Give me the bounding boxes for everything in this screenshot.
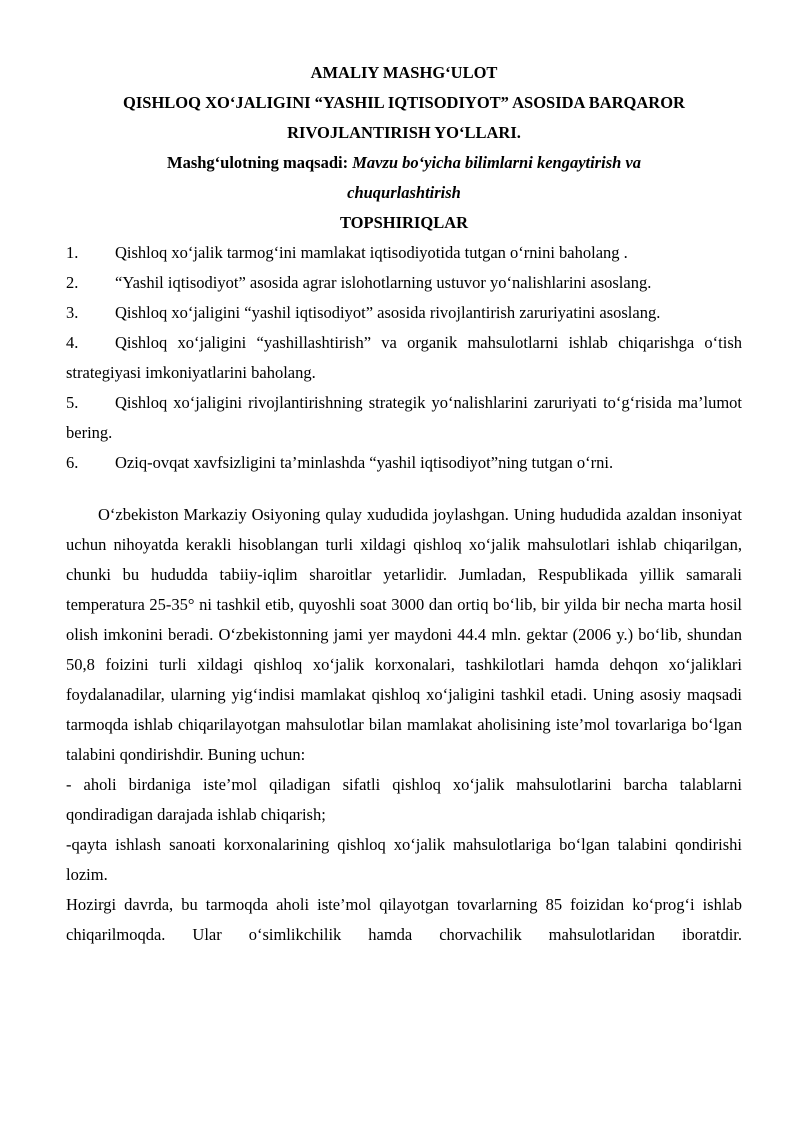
task-number: 2. — [66, 273, 79, 292]
goal-text-1: Mavzu bo‘yicha bilimlarni kengaytirish va — [352, 153, 641, 172]
task-text: Qishloq xo‘jalik tarmog‘ini mamlakat iqtisodiyotida tutgan o‘rnini baholang . — [115, 243, 628, 262]
list-item — [66, 238, 742, 268]
goal-label: Mashg‘ulotning maqsadi: — [167, 153, 349, 172]
task-number: 6. — [66, 453, 79, 472]
list-item — [66, 388, 742, 448]
body-paragraph-3: -qayta ishlash sanoati korxonalarining qishloq xo‘jalik mahsulotlariga bo‘lgan talabini qondirishi lozim. — [66, 835, 742, 884]
list-item — [66, 298, 742, 328]
goal-text-2: chuqurlashtirish — [347, 183, 461, 202]
task-number: 4. — [66, 333, 79, 352]
goal-line-2 — [66, 178, 742, 208]
section-spacer — [66, 478, 742, 500]
list-item — [66, 328, 742, 388]
task-number: 1. — [66, 243, 79, 262]
body-paragraph-1: O‘zbekiston Markaziy Osiyoning qulay xududida joylashgan. Uning hududida azaldan insoniyat uchun nihoyatda kerakli hisoblangan turli xildagi qishloq xo‘jalik mahsulotlari ishlab chiqarilgan, chunki bu hududda tabiiy-iqlim sharoitlar yetarlidir. Jumladan, Respublikada yillik samarali temperatura 25-35° ni tashkil etib, quyoshli soat 3000 dan ortiq bo‘lib, bir yilda bir necha marta hosil olish imkonini beradi. O‘zbekistonning jami yer maydoni 44.4 mln. gektar (2006 y.) bo‘lib, shundan 50,8 foizini turli xildagi qishloq xo‘jalik korxonalari, tashkilotlari hamda dehqon xo‘jaliklari foydalanadilar, ularning yig‘indisi mamlakat qishloq xo‘jaligini tashkil etadi. Uning asosiy maqsadi tarmoqda ishlab chiqarilayotgan mahsulotlar bilan mamlakat aholisining iste’mol tovarlariga bo‘lgan talabini qondirishdir. Buning uchun: — [66, 505, 742, 764]
task-number: 3. — [66, 303, 79, 322]
body-paragraph-2: - aholi birdaniga iste’mol qiladigan sifatli qishloq xo‘jalik mahsulotlarini barcha talablarni qondiradigan darajada ishlab chiqarish; — [66, 775, 742, 824]
doc-title-line2: QISHLOQ XO‘JALIGINI “YASHIL IQTISODIYOT” ASOSIDA BARQAROR — [123, 93, 685, 112]
tasks-heading: TOPSHIRIQLAR — [339, 213, 469, 232]
task-text: Oziq-ovqat xavfsizligini ta’minlashda “yashil iqtisodiyot”ning tutgan o‘rni. — [115, 453, 614, 472]
task-text: Qishloq xo‘jaligini rivojlantirishning strategik yo‘nalishlarini zaruriyati to‘g‘risida ma’lumot bering. — [66, 393, 742, 442]
doc-title-line1: AMALIY MASHG‘ULOT — [310, 63, 498, 82]
task-text: Qishloq xo‘jaligini “yashillashtirish” va organik mahsulotlarni ishlab chiqarishga o‘tish strategiyasi imkoniyatlarini baholang. — [66, 333, 742, 382]
body-paragraph-4: Hozirgi davrda, bu tarmoqda aholi iste’mol qilayotgan tovarlarning 85 foizidan ko‘prog‘i ishlab chiqarilmoqda. Ular o‘simlikchilik hamda chorvachilik mahsulotlaridan iboratdir. — [66, 895, 742, 944]
list-item — [66, 268, 742, 298]
doc-title-line3: RIVOJLANTIRISH YO‘LLARI. — [287, 123, 521, 142]
goal-line — [66, 148, 742, 178]
task-text: “Yashil iqtisodiyot” asosida agrar islohotlarning ustuvor yo‘nalishlarini asoslang. — [115, 273, 652, 292]
task-number: 5. — [66, 393, 79, 412]
task-list — [66, 238, 742, 478]
task-text: Qishloq xo‘jaligini “yashil iqtisodiyot” asosida rivojlantirish zaruriyatini asoslang. — [115, 303, 661, 322]
list-item — [66, 448, 742, 478]
